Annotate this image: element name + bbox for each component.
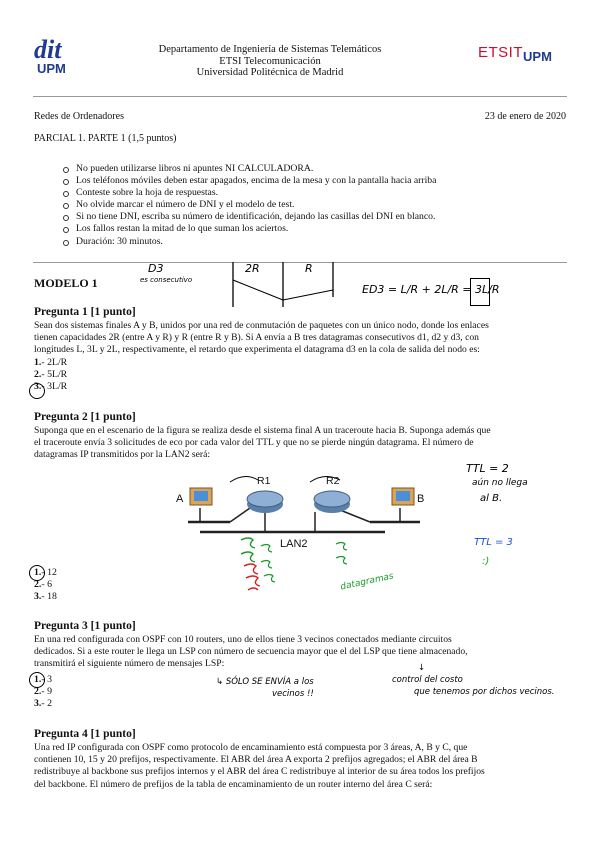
exam-title: PARCIAL 1. PARTE 1 (1,5 puntos) xyxy=(34,133,177,144)
instruction-item: No pueden utilizarse libros ni apuntes NI CALCULADORA. xyxy=(60,163,436,175)
question-text-line: redistribuye al backbone sus prefijos internos y el ABR del área C redistribuye al interior de su área todos los prefijos xyxy=(34,766,485,778)
option-1[interactable]: 1.- 12 xyxy=(34,567,57,578)
question-2-text xyxy=(34,425,568,462)
handwritten-packet-scribbles xyxy=(236,532,366,602)
option-2[interactable]: 2.- 6 xyxy=(34,579,52,591)
header-divider xyxy=(33,96,567,97)
host-b-label: B xyxy=(417,493,425,505)
handwritten-formula: ED3 = L/R + 2L/R = 3L/R xyxy=(362,283,500,296)
department-header xyxy=(130,44,410,79)
course-name: Redes de Ordenadores xyxy=(34,111,124,122)
question-text-line: el traceroute envía 3 solicitudes de eco por cada valor del TTL y que no se pierde ningún datagrama. El número de xyxy=(34,437,474,449)
question-text-line: contienen 10, 15 y 20 prefijos, respectivamente. El ABR del área A exporta 2 prefijos agregados; el ABR del área B xyxy=(34,754,478,766)
exam-date: 23 de enero de 2020 xyxy=(484,111,566,122)
question-4-title: Pregunta 4 [1 punto] xyxy=(34,728,136,740)
handwritten-d3: D3 xyxy=(148,262,164,275)
question-text-line: Suponga que en el escenario de la figura se realiza desde el sistema final A un traceroute hacia B. Suponga además que xyxy=(34,425,491,436)
question-1-text xyxy=(34,320,568,357)
router-r2-label: R2 xyxy=(326,475,340,487)
instruction-item: Duración: 30 minutos. xyxy=(60,236,436,248)
handwritten-only-neighbors: ↳ SÓLO SE ENVÍA a los vecinos !! xyxy=(216,677,314,699)
handwritten-d3-note: es consecutivo xyxy=(140,276,193,284)
option-2[interactable]: 2.- 5L/R xyxy=(34,369,68,381)
answer-circle-q1 xyxy=(29,383,45,399)
question-1-title: Pregunta 1 [1 punto] xyxy=(34,306,136,318)
question-text-line: tienen capacidades 2R (entre A y R) y R (entre R y B). Si A envía a B tres datagramas consecutivos d1, d2 y d3, con xyxy=(34,332,479,344)
dit-logo-text: dit xyxy=(34,35,62,64)
etsit-upm-logo xyxy=(478,44,570,74)
handwritten-datagramas: datagramas xyxy=(339,571,395,593)
option-2[interactable]: 2.- 9 xyxy=(34,686,52,698)
university-name: Universidad Politécnica de Madrid xyxy=(196,67,344,78)
handwritten-ttl2: TTL = 2 aún no llega al B. xyxy=(466,462,528,504)
question-2-title: Pregunta 2 [1 punto] xyxy=(34,411,136,423)
option-3[interactable]: 3.- 3L/R xyxy=(34,381,68,393)
question-3-title: Pregunta 3 [1 punto] xyxy=(34,620,136,632)
question-text-line: Una red IP configurada con OSPF como protocolo de encaminamiento está compuesta por 3 áreas, A, B y C, que xyxy=(34,742,468,753)
department-name: Departamento de Ingeniería de Sistemas Telemáticos xyxy=(158,44,382,55)
model-label: MODELO 1 xyxy=(34,276,98,290)
question-text-line: longitudes L, 3L y 2L, respectivamente, el retardo que experimenta el datagrama d3 en la cola de salida del nodo es: xyxy=(34,344,480,356)
question-text-line: del backbone. El número de prefijos de la tabla de encaminamiento de un router interno del área C será: xyxy=(34,778,433,790)
handwritten-smile: :) xyxy=(482,556,490,567)
answer-circle-q2 xyxy=(29,565,45,581)
instruction-item: No olvide marcar el número de DNI y el modelo de test. xyxy=(60,199,436,211)
instruction-item: Los fallos restan la mitad de lo que suman los aciertos. xyxy=(60,223,436,235)
formula-answer-box xyxy=(470,278,490,306)
dit-upm-logo xyxy=(34,35,76,82)
question-text-line: datagramas IP transmitidos por la LAN2 será: xyxy=(34,449,211,461)
router-r1-label: R1 xyxy=(257,475,271,487)
handwritten-2r: 2R xyxy=(245,262,260,275)
answer-circle-q3 xyxy=(29,672,45,688)
handwritten-r: R xyxy=(305,262,313,275)
instruction-item: Si no tiene DNI, escriba su número de identificación, dejando las casillas del DNI en blanco. xyxy=(60,211,436,223)
instructions-list xyxy=(60,163,436,248)
question-text-line: En una red configurada con OSPF con 10 routers, uno de ellos tiene 3 vecinos conectados mediante circuitos xyxy=(34,634,452,645)
option-3[interactable]: 3.- 2 xyxy=(34,698,52,710)
question-text-line: Sean dos sistemas finales A y B, unidos por una red de conmutación de paquetes con un único nodo, donde los enlaces xyxy=(34,320,489,331)
question-text-line: dedicados. Si a este router le llega un LSP con número de secuencia mayor que el del LSP que tiene almacenado, xyxy=(34,646,468,658)
question-text-line: transmitirá el siguiente número de mensajes LSP: xyxy=(34,658,225,670)
school-name: ETSI Telecomunicación xyxy=(219,55,321,67)
option-3[interactable]: 3.- 18 xyxy=(34,591,57,603)
option-1[interactable]: 1.- 3 xyxy=(34,674,52,685)
instruction-item: Conteste sobre la hoja de respuestas. xyxy=(60,187,436,199)
upm-small-logo-text: UPM xyxy=(523,49,552,64)
handwritten-ttl3: TTL = 3 xyxy=(474,537,513,548)
handwritten-timing-diagram xyxy=(225,262,340,307)
host-a-label: A xyxy=(176,493,184,505)
upm-logo-text: UPM xyxy=(37,61,66,76)
option-1[interactable]: 1.- 2L/R xyxy=(34,357,68,368)
etsit-logo-text: ETSIT xyxy=(478,44,524,61)
instruction-item: Los teléfonos móviles deben estar apagados, encima de la mesa y con la pantalla hacia arriba xyxy=(60,175,436,187)
lan2-label: LAN2 xyxy=(280,538,308,550)
question-4-text xyxy=(34,742,568,791)
handwritten-control-note: ↓ control del costo que tenemos por dichos vecinos. xyxy=(392,663,555,697)
